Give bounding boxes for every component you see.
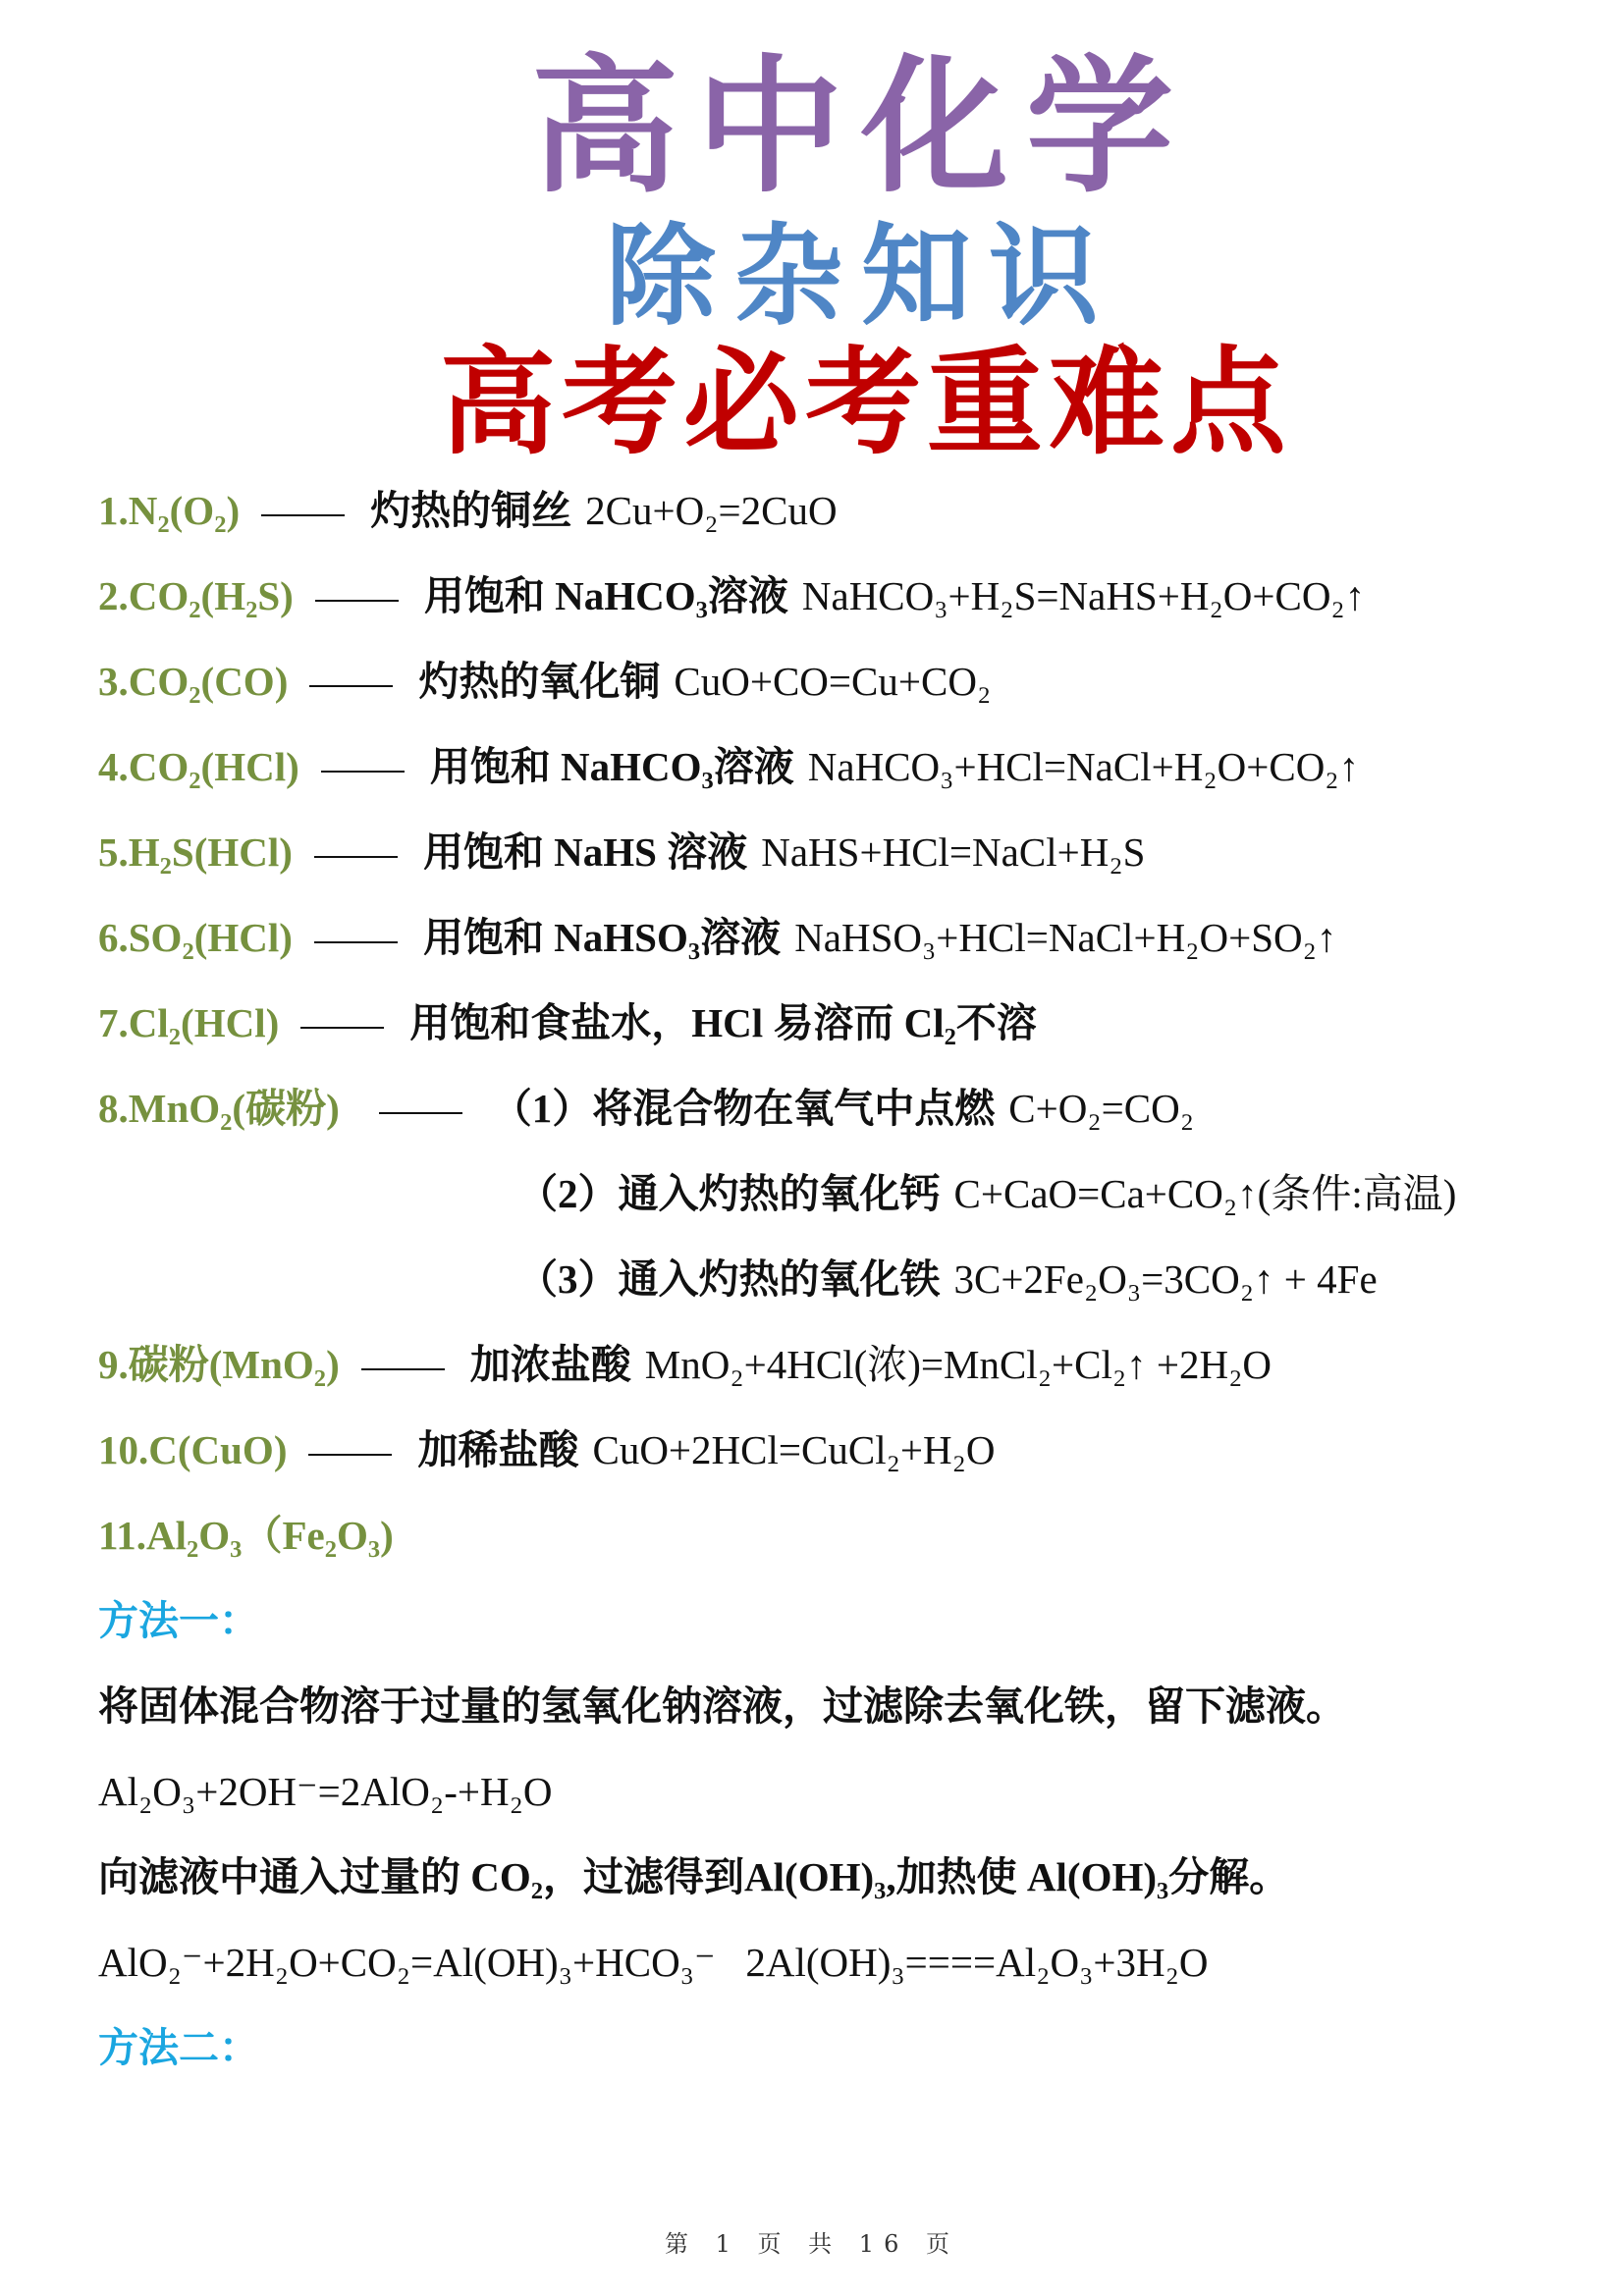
item-label: 2.CO₂(H₂S) (98, 573, 294, 618)
item-equation: MnO₂+4HCl(浓)=MnCl₂+Cl₂↑ +2H₂O (644, 1342, 1272, 1387)
item-method: 加稀盐酸 (417, 1427, 579, 1472)
item-equation: CuO+CO=Cu+CO₂ (674, 659, 992, 704)
item-sub-method: （1）将混合物在氧气中点燃 (491, 1086, 996, 1131)
item-method: 用饱和 NaHS 溶液 (422, 829, 748, 875)
dash-divider (261, 514, 345, 516)
item-equation: 2Cu+O₂=2CuO (585, 488, 838, 533)
item-label: 11.Al₂O₃（Fe₂O₃) (98, 1513, 394, 1558)
item-7 (98, 993, 1037, 1052)
item-10 (98, 1420, 996, 1479)
item-method: 灼热的氧化铜 (418, 659, 661, 704)
dash-divider (309, 685, 393, 687)
item-method: 用饱和 NaHSO₃溶液 (422, 915, 782, 960)
title-line-1: 高中化学 (530, 42, 1191, 213)
item-label: 3.CO₂(CO) (98, 659, 289, 704)
item-method: 加浓盐酸 (469, 1342, 631, 1387)
item-8-sub-2 (517, 1164, 1456, 1223)
method-one-step-1: 将固体混合物溶于过量的氢氧化钠溶液，过滤除去氧化铁，留下滤液。 (98, 1683, 1346, 1729)
item-11 (98, 1506, 394, 1565)
item-method: 用饱和 NaHCO₃溶液 (429, 744, 794, 789)
item-label: 4.CO₂(HCl) (98, 744, 299, 789)
item-method: 用饱和食盐水，HCl 易溶而 Cl₂不溶 (409, 1000, 1037, 1045)
title-line-3: 高考必考重难点 (439, 335, 1292, 470)
dash-divider (308, 1454, 392, 1456)
item-sub-method: （3）通入灼热的氧化铁 (517, 1256, 941, 1302)
item-6 (98, 908, 1336, 967)
dash-divider (314, 941, 398, 943)
method-one-step-2: 向滤液中通入过量的 CO₂，过滤得到Al(OH)₃,加热使 Al(OH)₃分解。 (98, 1854, 1290, 1899)
item-equation: CuO+2HCl=CuCl₂+H₂O (592, 1427, 996, 1472)
page-footer: 第 1 页 共 16 页 (665, 2230, 959, 2258)
item-label: 9.碳粉(MnO₂) (98, 1342, 340, 1387)
item-2 (98, 566, 1365, 625)
item-method: 用饱和 NaHCO₃溶液 (423, 573, 788, 618)
item-label: 5.H₂S(HCl) (98, 829, 293, 875)
item-sub-method: （2）通入灼热的氧化钙 (517, 1171, 941, 1216)
item-8 (98, 1079, 1194, 1138)
item-5 (98, 823, 1145, 881)
item-3 (98, 652, 991, 711)
item-label: 7.Cl₂(HCl) (98, 1000, 280, 1045)
item-equation: 3C+2Fe₂O₃=3CO₂↑ + 4Fe (953, 1256, 1378, 1302)
method-one-equation-1: Al₂O₃+2OH⁻=2AlO₂-+H₂O (98, 1769, 553, 1814)
dash-divider (315, 600, 399, 602)
item-label: 10.C(CuO) (98, 1427, 288, 1472)
item-label: 8.MnO₂(碳粉) (98, 1086, 340, 1131)
method-one-heading: 方法一： (98, 1598, 259, 1643)
item-equation: C+CaO=Ca+CO₂↑(条件:高温) (953, 1171, 1457, 1216)
item-8-sub-3 (517, 1250, 1378, 1308)
item-label: 1.N₂(O₂) (98, 488, 241, 533)
item-4 (98, 737, 1359, 796)
item-9 (98, 1335, 1272, 1394)
dash-divider (321, 771, 405, 773)
item-equation: NaHCO₃+H₂S=NaHS+H₂O+CO₂↑ (801, 573, 1366, 618)
method-two-heading: 方法二： (98, 2025, 259, 2070)
item-equation: NaHSO₃+HCl=NaCl+H₂O+SO₂↑ (794, 915, 1337, 960)
item-1 (98, 481, 838, 540)
item-equation: NaHS+HCl=NaCl+H₂S (761, 829, 1146, 875)
item-label: 6.SO₂(HCl) (98, 915, 293, 960)
method-one-equation-2: AlO₂⁻+2H₂O+CO₂=Al(OH)₃+HCO₃⁻ 2Al(OH)₃====Al₂O₃+3H₂O (98, 1940, 1209, 1985)
item-equation: C+O₂=CO₂ (1008, 1086, 1194, 1131)
dash-divider (300, 1027, 384, 1029)
dash-divider (379, 1112, 462, 1114)
item-method: 灼热的铜丝 (370, 488, 572, 533)
title-line-2: 除杂知识 (606, 213, 1116, 341)
item-equation: NaHCO₃+HCl=NaCl+H₂O+CO₂↑ (807, 744, 1360, 789)
dash-divider (314, 856, 398, 858)
dash-divider (361, 1368, 445, 1370)
